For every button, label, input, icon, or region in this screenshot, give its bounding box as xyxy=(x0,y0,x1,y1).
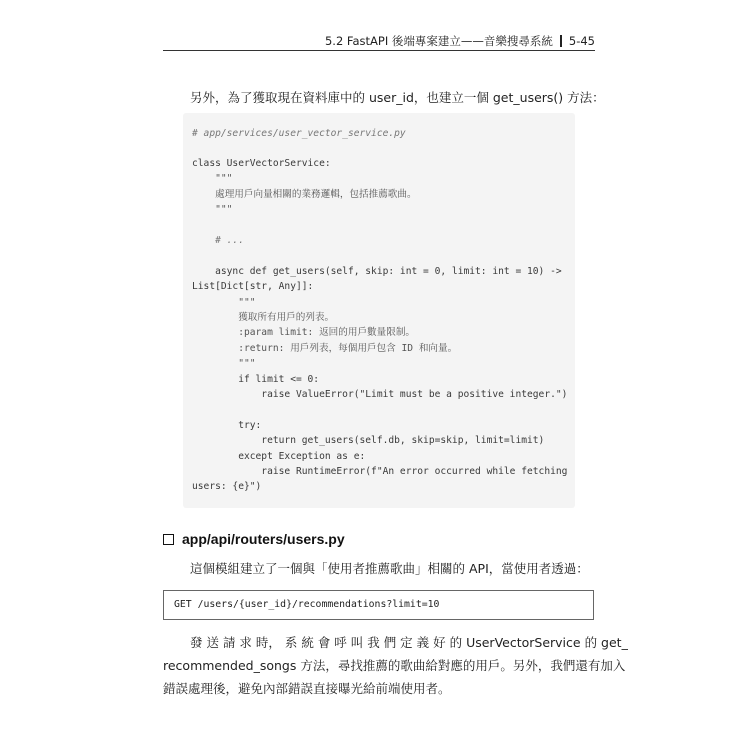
code-line: 處理用戶向量相關的業務邏輯，包括推薦歌曲。 xyxy=(192,189,417,200)
intro-paragraph: 另外，為了獲取現在資料庫中的 user_id，也建立一個 get_users() 方法： xyxy=(190,90,605,105)
section-heading-text: app/api/routers/users.py xyxy=(182,531,345,547)
code-line: return get_users(self.db, skip=skip, limit=limit) xyxy=(192,435,545,446)
code-line: """ xyxy=(192,173,233,184)
code-line: """ xyxy=(192,358,256,369)
code-line: try: xyxy=(192,420,262,431)
header-separator xyxy=(560,35,562,47)
code-line: async def get_users(self, skip: int = 0, limit: int = 10) -> xyxy=(192,266,562,277)
code-line: :param limit: 返回的用戶數量限制。 xyxy=(192,327,416,338)
code-line: users: {e}") xyxy=(192,481,262,492)
page-number: 5-45 xyxy=(568,34,595,48)
code-line: raise RuntimeError(f"An error occurred while fetching xyxy=(192,466,568,477)
page-header xyxy=(163,33,595,51)
url-example-text: GET /users/{user_id}/recommendations?limit=10 xyxy=(174,599,440,610)
code-line: List[Dict[str, Any]]: xyxy=(192,281,314,292)
module-paragraph: 這個模組建立了一個與「使用者推薦歌曲」相關的 API，當使用者透過： xyxy=(190,561,589,576)
closing-paragraph-line2: recommended_songs 方法，尋找推薦的歌曲給對應的用戶。另外，我們還有加入 xyxy=(163,658,626,673)
code-line: """ xyxy=(192,204,233,215)
closing-paragraph-line1: 發 送 請 求 時， 系 統 會 呼 叫 我 們 定 義 好 的 UserVectorService 的 get_ xyxy=(190,635,628,650)
code-line: if limit <= 0: xyxy=(192,374,320,385)
section-heading xyxy=(163,531,345,551)
url-example-box xyxy=(163,590,594,620)
code-line: raise ValueError("Limit must be a positive integer.") xyxy=(192,389,568,400)
code-line: 獲取所有用戶的列表。 xyxy=(192,312,335,323)
header-rule xyxy=(163,50,595,51)
code-line: # app/services/user_vector_service.py xyxy=(192,128,406,139)
code-line: :return: 用戶列表，每個用戶包含 ID 和向量。 xyxy=(192,343,458,354)
code-line: # ... xyxy=(192,235,244,246)
closing-paragraph-line3: 錯誤處理後，避免內部錯誤直接曝光給前端使用者。 xyxy=(163,681,451,696)
header-section-title: 5.2 FastAPI 後端專案建立——音樂搜尋系統 xyxy=(324,34,553,48)
code-line: class UserVectorService: xyxy=(192,158,331,169)
checkbox-bullet-icon xyxy=(163,534,174,545)
code-line: """ xyxy=(192,297,256,308)
code-line: except Exception as e: xyxy=(192,451,366,462)
